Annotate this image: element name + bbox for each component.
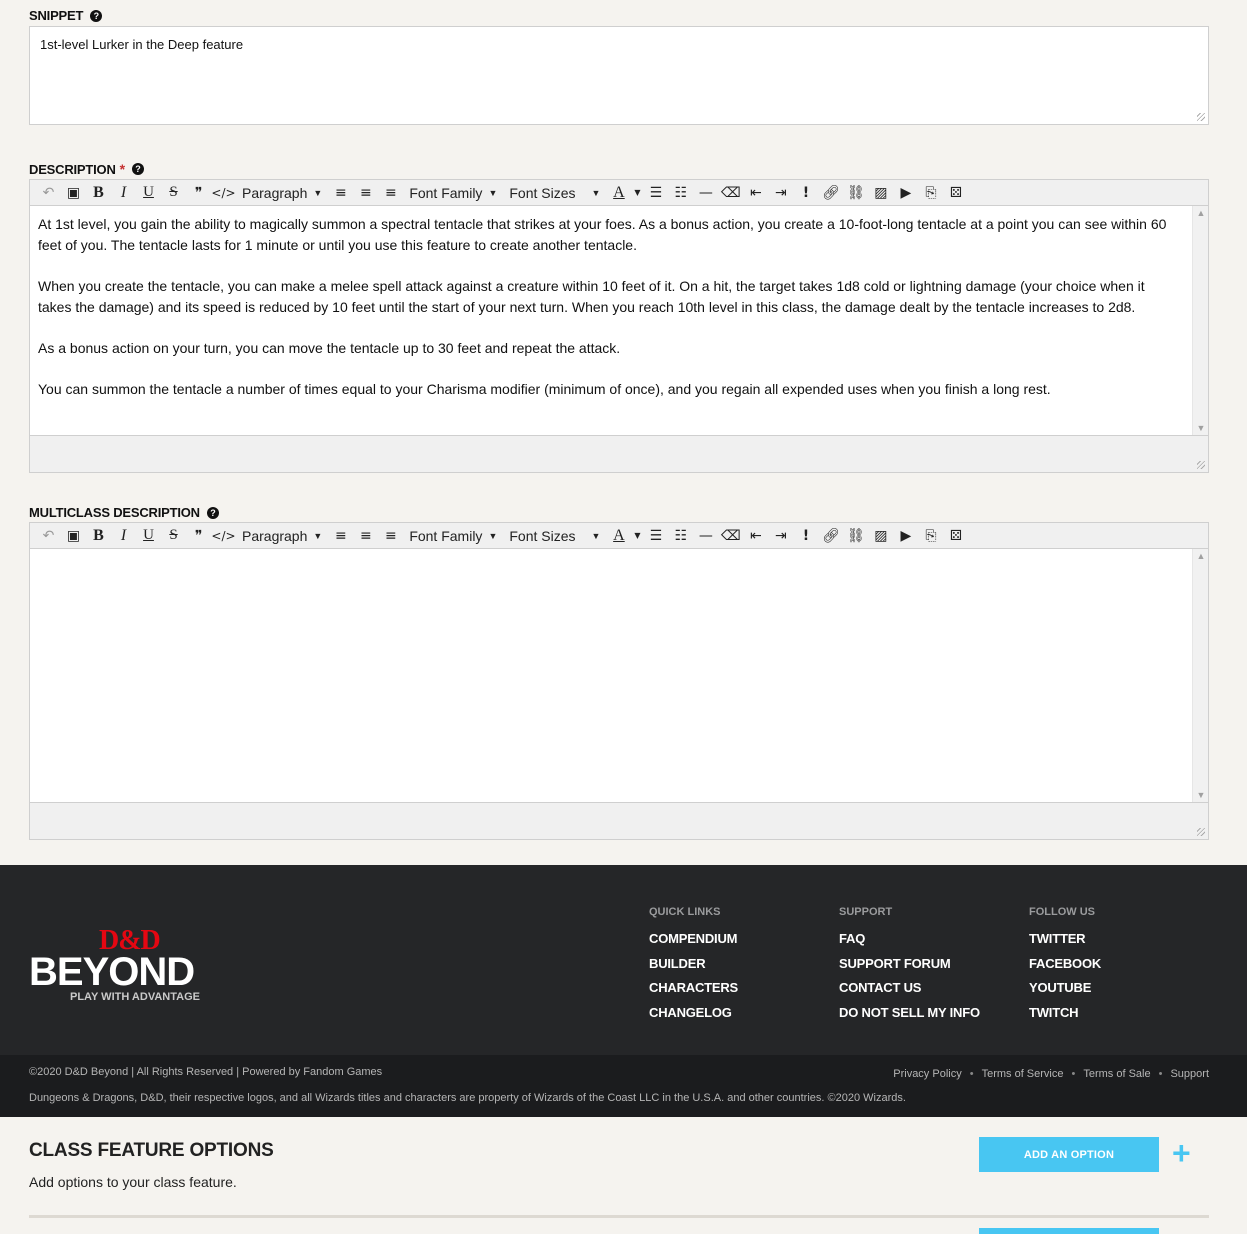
- plus-icon[interactable]: +: [1172, 1135, 1191, 1171]
- numbered-list-icon[interactable]: ☷: [674, 527, 688, 544]
- footer-link[interactable]: FACEBOOK: [1029, 955, 1102, 971]
- paste-icon[interactable]: ▣: [66, 527, 81, 544]
- description-paragraph: When you create the tentacle, you can make a melee spell attack against a creature within 10 feet of it. On a hit, the target takes 1d8 cold or lightning damage (your choice when it takes the damage) and its speed is reduced by 10 feet until the start of your next turn. When you reach 10th level in this class, the damage dealt by the tentacle increases to 2d8.: [38, 278, 1145, 315]
- image-icon[interactable]: ▨: [874, 184, 888, 201]
- description-label: DESCRIPTION * ?: [29, 161, 144, 177]
- trademark-text: Dungeons & Dragons, D&D, their respective logos, and all Wizards titles and characters are property of Wizards of the Coast LLC in the U.S.A. and other countries. ©2020 Wizards.: [29, 1092, 906, 1104]
- scrollbar[interactable]: [1192, 549, 1208, 802]
- section-title: CLASS FEATURE OPTIONS: [29, 1140, 274, 1161]
- footer-link[interactable]: CHARACTERS: [649, 980, 739, 995]
- copyright-text: ©2020 D&D Beyond | All Rights Reserved | Powered by Fandom Games: [29, 1066, 383, 1078]
- dice-icon[interactable]: ⚄: [949, 527, 962, 544]
- resize-handle-icon[interactable]: [1197, 113, 1205, 121]
- video-icon[interactable]: ▶: [900, 527, 912, 544]
- font-family-dropdown[interactable]: Font Family ▼: [409, 184, 498, 201]
- editor-toolbar: [30, 523, 1208, 549]
- chevron-up-icon[interactable]: ▲: [1196, 208, 1206, 218]
- footer-column-heading: QUICK LINKS: [649, 906, 721, 918]
- source-code-icon[interactable]: ⎘: [925, 527, 937, 544]
- image-icon[interactable]: ▨: [874, 527, 888, 544]
- footer-link[interactable]: BUILDER: [649, 955, 706, 971]
- description-paragraph: As a bonus action on your turn, you can move the tentacle up to 30 feet and repeat the attack.: [38, 340, 621, 356]
- eraser-icon[interactable]: ⌫: [721, 527, 741, 544]
- footer-column-follow-us: [1029, 906, 1101, 1029]
- paragraph-dropdown[interactable]: Paragraph ▼: [242, 184, 323, 201]
- undo-icon[interactable]: ↶: [42, 184, 55, 201]
- font-sizes-dropdown[interactable]: Font Sizes ▼: [509, 527, 601, 544]
- required-marker: *: [119, 161, 125, 177]
- separator-dot: •: [969, 1068, 974, 1080]
- help-icon[interactable]: ?: [207, 507, 219, 519]
- source-code-icon[interactable]: ⎘: [925, 184, 937, 201]
- italic-button[interactable]: I: [120, 183, 127, 201]
- description-content[interactable]: [30, 206, 1208, 435]
- footer-link[interactable]: CHANGELOG: [649, 1004, 732, 1020]
- paragraph-dropdown[interactable]: Paragraph ▼: [242, 527, 323, 544]
- italic-button[interactable]: I: [120, 526, 127, 544]
- unlink-icon[interactable]: ⛓: [847, 527, 865, 544]
- bold-button[interactable]: B: [93, 526, 104, 544]
- logo-tagline: PLAY WITH ADVANTAGE: [70, 991, 200, 1003]
- text-color-icon[interactable]: A: [613, 183, 625, 201]
- footer-column-support: [839, 906, 980, 1029]
- video-icon[interactable]: ▶: [900, 184, 912, 201]
- footer-link[interactable]: TWITCH: [1029, 1004, 1079, 1020]
- section-subtitle: Add options to your class feature.: [29, 1174, 237, 1190]
- numbered-list-icon[interactable]: ☷: [674, 184, 688, 201]
- code-icon[interactable]: </>: [211, 185, 236, 200]
- outdent-icon[interactable]: ⇤: [750, 184, 762, 201]
- underline-button[interactable]: U: [143, 527, 154, 543]
- bullet-list-icon[interactable]: ☰: [649, 184, 663, 201]
- align-right-icon[interactable]: ≡: [384, 527, 397, 544]
- chevron-down-icon[interactable]: ▼: [1196, 423, 1206, 433]
- eraser-icon[interactable]: ⌫: [721, 184, 741, 201]
- exclamation-icon[interactable]: !: [802, 184, 810, 201]
- strikethrough-button[interactable]: S: [169, 184, 178, 200]
- unlink-icon[interactable]: ⛓: [847, 184, 865, 201]
- help-icon[interactable]: ?: [132, 163, 144, 175]
- footer-link[interactable]: YOUTUBE: [1029, 980, 1092, 995]
- horizontal-rule-icon[interactable]: —: [698, 184, 713, 201]
- terms-of-sale-link[interactable]: Terms of Sale: [1083, 1068, 1151, 1080]
- caret-down-icon: ▼: [488, 530, 498, 541]
- divider: [29, 1215, 1209, 1218]
- chevron-up-icon[interactable]: ▲: [1196, 551, 1206, 561]
- align-left-icon[interactable]: ≡: [334, 184, 347, 201]
- footer-link[interactable]: TWITTER: [1029, 931, 1086, 946]
- logo-wordmark: BEYOND: [29, 950, 195, 994]
- editor-statusbar: [30, 802, 1208, 839]
- separator-dot: •: [1071, 1068, 1076, 1080]
- footer-link[interactable]: COMPENDIUM: [649, 931, 738, 946]
- footer-link[interactable]: FAQ: [839, 931, 866, 946]
- link-icon[interactable]: 🔗︎: [822, 527, 840, 544]
- chevron-down-icon[interactable]: ▼: [1196, 790, 1206, 800]
- blockquote-icon[interactable]: ❞: [194, 527, 203, 544]
- resize-handle-icon[interactable]: [1197, 828, 1205, 836]
- outdent-icon[interactable]: ⇤: [750, 527, 762, 544]
- strikethrough-button[interactable]: S: [169, 527, 178, 543]
- legal-links: [893, 1068, 1209, 1080]
- caret-down-icon: ▼: [591, 530, 601, 541]
- caret-down-icon: ▼: [591, 187, 601, 198]
- editor-toolbar: [30, 180, 1208, 206]
- exclamation-icon[interactable]: !: [802, 527, 810, 544]
- multiclass-label: MULTICLASS DESCRIPTION ?: [29, 505, 219, 520]
- snippet-textarea[interactable]: [29, 26, 1209, 125]
- align-center-icon[interactable]: ≡: [359, 527, 372, 544]
- footer-column-quick-links: [649, 906, 738, 1029]
- link-icon[interactable]: 🔗︎: [822, 184, 840, 201]
- description-paragraph: At 1st level, you gain the ability to magically summon a spectral tentacle that strikes at your foes. As a bonus action, you create a 10-foot-long tentacle at a point you can see within 60 feet of you. The tentacle lasts for 1 minute or until you use this feature to create another tentacle.: [38, 216, 1167, 253]
- font-family-dropdown[interactable]: Font Family ▼: [409, 527, 498, 544]
- font-sizes-dropdown[interactable]: Font Sizes ▼: [509, 184, 601, 201]
- description-text[interactable]: [30, 206, 1208, 400]
- indent-icon[interactable]: ⇥: [775, 527, 787, 544]
- separator-dot: •: [1158, 1068, 1163, 1080]
- text-color-icon[interactable]: A: [613, 526, 625, 544]
- footer-link[interactable]: CONTACT US: [839, 980, 922, 995]
- description-paragraph: You can summon the tentacle a number of times equal to your Charisma modifier (minimum of once), and you regain all expended uses when you finish a long rest.: [38, 381, 1051, 397]
- underline-button[interactable]: U: [143, 184, 154, 200]
- option-button-partial[interactable]: [979, 1228, 1159, 1234]
- snippet-text[interactable]: 1st-level Lurker in the Deep feature: [40, 37, 244, 52]
- snippet-label: SNIPPET ?: [29, 8, 102, 23]
- footer-column-heading: FOLLOW US: [1029, 906, 1095, 918]
- sub-footer: [0, 1055, 1247, 1117]
- indent-icon[interactable]: ⇥: [775, 184, 787, 201]
- help-icon[interactable]: ?: [90, 10, 102, 22]
- terms-of-service-link[interactable]: Terms of Service: [981, 1068, 1064, 1080]
- align-right-icon[interactable]: ≡: [384, 184, 397, 201]
- multiclass-editor: [29, 522, 1209, 840]
- multiclass-content[interactable]: [30, 549, 1208, 802]
- text-color-caret-icon[interactable]: ▼: [634, 188, 641, 197]
- bold-button[interactable]: B: [93, 183, 104, 201]
- align-center-icon[interactable]: ≡: [359, 184, 372, 201]
- horizontal-rule-icon[interactable]: —: [698, 527, 713, 544]
- footer-column-heading: SUPPORT: [839, 906, 893, 918]
- code-icon[interactable]: </>: [211, 528, 236, 543]
- support-link[interactable]: Support: [1170, 1068, 1209, 1080]
- caret-down-icon: ▼: [313, 530, 323, 541]
- bullet-list-icon[interactable]: ☰: [649, 527, 663, 544]
- footer-link[interactable]: SUPPORT FORUM: [839, 955, 951, 971]
- editor-statusbar: [30, 435, 1208, 472]
- add-option-button[interactable]: ADD AN OPTION: [979, 1137, 1159, 1172]
- text-color-caret-icon[interactable]: ▼: [634, 531, 641, 540]
- scrollbar[interactable]: [1192, 206, 1208, 435]
- blockquote-icon[interactable]: ❞: [194, 184, 203, 201]
- paste-icon[interactable]: ▣: [66, 184, 81, 201]
- resize-handle-icon[interactable]: [1197, 461, 1205, 469]
- footer-link[interactable]: DO NOT SELL MY INFO: [839, 1004, 980, 1020]
- description-editor: [29, 179, 1209, 473]
- dice-icon[interactable]: ⚄: [949, 184, 962, 201]
- align-left-icon[interactable]: ≡: [334, 527, 347, 544]
- undo-icon[interactable]: ↶: [42, 527, 55, 544]
- caret-down-icon: ▼: [488, 187, 498, 198]
- privacy-policy-link[interactable]: Privacy Policy: [893, 1068, 962, 1080]
- caret-down-icon: ▼: [313, 187, 323, 198]
- logo-ampersand-mark: D&D: [99, 925, 160, 956]
